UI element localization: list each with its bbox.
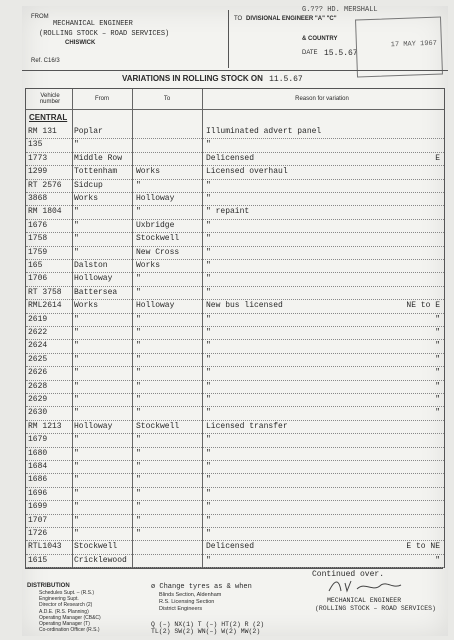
distribution-item: Operating Manager (T) (39, 621, 90, 627)
to-value: " (136, 368, 141, 378)
from-value: Stockwell (74, 542, 118, 552)
distribution-item: Co-ordination Officer (R.S.) (39, 627, 100, 634)
from-value: Works (74, 194, 99, 203)
from-block (25, 10, 229, 68)
distribution-item: Schedules Supt. – (R.S.) (39, 590, 95, 596)
table-row (26, 165, 444, 179)
reason-value: Delicensed (206, 542, 255, 552)
to-value: " (136, 354, 141, 364)
from-value: " (74, 448, 79, 458)
table-row (26, 138, 444, 152)
vehicle-number: 135 (28, 140, 43, 150)
vehicle-number: 1758 (28, 234, 48, 244)
reason-value: " (206, 368, 211, 378)
table-row (26, 527, 444, 541)
code-line-1: Q (–) NX(1) T (–) HT(2) R (2) (151, 621, 265, 628)
reason-value: " (206, 529, 211, 538)
reason-value: " (206, 475, 211, 485)
from-value: " (74, 314, 79, 324)
vehicle-number: 3868 (28, 194, 48, 203)
vehicle-number: 2626 (28, 368, 48, 378)
vehicle-number: RT 3758 (28, 287, 62, 297)
table-row (26, 433, 444, 447)
secondary-distribution-item: District Engineers (159, 606, 203, 612)
header-divider (22, 70, 448, 71)
to-value: " (136, 502, 141, 512)
table-row (26, 313, 444, 327)
column-header-to: To (163, 96, 171, 102)
column-header-vehicle: Vehicle number (39, 93, 61, 105)
distribution-item: Director of Research (2) (39, 602, 93, 609)
from-value: " (74, 234, 79, 244)
table-row (26, 380, 444, 394)
from-value: " (74, 502, 79, 512)
category-change: NE to E (406, 301, 440, 311)
table-row (26, 406, 444, 420)
reason-value: " (206, 448, 211, 458)
vehicle-number: 2628 (28, 381, 48, 391)
vehicle-number: 2625 (28, 354, 48, 364)
document-sheet (22, 6, 448, 636)
page-title-text: VARIATIONS IN ROLLING STOCK ON (122, 74, 263, 83)
from-line-1: MECHANICAL ENGINEER (53, 20, 133, 28)
reason-value: " (206, 140, 211, 150)
vehicle-number: 1686 (28, 475, 48, 485)
to-value: " (136, 341, 141, 351)
column-header-reason: Reason for variation (295, 96, 349, 102)
reason-value: " (206, 341, 211, 351)
vehicle-number: 2624 (28, 341, 48, 351)
vehicle-number: RM 131 (28, 127, 57, 136)
to-value: " (136, 462, 141, 471)
reason-value: " (206, 247, 211, 257)
from-value: Holloway (74, 274, 113, 284)
from-value: Middle Row (74, 153, 123, 163)
reason-value: " (206, 408, 211, 418)
vehicle-number: 1726 (28, 529, 48, 538)
to-value: " (136, 395, 141, 404)
table-row (26, 353, 444, 367)
table-row (26, 299, 444, 313)
to-value: Uxbridge (136, 220, 175, 230)
to-value: " (136, 448, 141, 458)
from-value: " (74, 515, 79, 525)
table-row (26, 205, 444, 219)
from-value: " (74, 368, 79, 378)
from-value: " (74, 395, 79, 404)
category-change: " (435, 555, 440, 565)
reason-value: Delicensed (206, 153, 255, 163)
from-value: Works (74, 301, 99, 311)
to-value: " (136, 408, 141, 418)
category-change: " (435, 395, 440, 404)
vehicle-number: 1679 (28, 435, 48, 445)
from-label: FROM (31, 14, 49, 20)
category-change: " (435, 368, 440, 378)
from-line-2: (ROLLING STOCK – ROAD SERVICES) (39, 30, 170, 38)
tyre-note: ø Change tyres as & when (151, 583, 252, 591)
from-value: " (74, 341, 79, 351)
to-value: " (136, 515, 141, 525)
reason-value: " (206, 354, 211, 364)
vehicle-number: 1615 (28, 555, 48, 565)
category-change: E (435, 153, 440, 163)
to-value: " (136, 529, 141, 538)
category-change: E to NE (406, 542, 440, 552)
reason-value: " (206, 274, 211, 284)
to-value: " (136, 475, 141, 485)
vehicle-number: 1696 (28, 488, 48, 498)
table-row (26, 179, 444, 193)
section-label: CENTRAL (29, 113, 68, 122)
table-row (26, 366, 444, 380)
vehicle-number: 2630 (28, 408, 48, 418)
reference: Ref. C16/3 (31, 58, 60, 64)
vehicle-number: RM 1804 (28, 207, 62, 217)
from-value: " (74, 488, 79, 498)
reason-value: " (206, 462, 211, 471)
reason-value: " (206, 555, 211, 565)
to-value: " (136, 314, 141, 324)
from-value: " (74, 328, 79, 337)
table-row (26, 286, 444, 300)
reason-value: New bus licensed (206, 301, 283, 311)
vehicle-number: 165 (28, 261, 43, 270)
from-value: Poplar (74, 127, 103, 136)
from-value: Tottenham (74, 167, 118, 177)
table-row (26, 326, 444, 340)
to-value: Works (136, 167, 161, 177)
table-row (26, 500, 444, 514)
table-row (26, 259, 444, 273)
from-value: " (74, 435, 79, 445)
reason-value: " (206, 261, 211, 270)
table-row (26, 473, 444, 487)
signature-title-2: (ROLLING STOCK – ROAD SERVICES) (315, 605, 436, 612)
reason-value: " (206, 328, 211, 337)
to-value: " (136, 488, 141, 498)
from-value: " (74, 381, 79, 391)
from-value: Holloway (74, 421, 113, 431)
reason-value: " (206, 515, 211, 525)
table-row (26, 152, 444, 166)
from-value: Cricklewood (74, 555, 127, 565)
to-value: " (136, 274, 141, 284)
distribution-item: Operating Manager (CB&C) (39, 614, 101, 621)
to-value: Works (136, 261, 161, 270)
received-stamp (355, 17, 443, 78)
reason-value: " (206, 502, 211, 512)
to-value: " (136, 180, 141, 190)
reason-value: Licensed transfer (206, 421, 288, 431)
from-value: " (74, 247, 79, 257)
to-value: Holloway (136, 301, 175, 311)
reason-value: Illuminated advert panel (206, 127, 322, 136)
reason-value: " (206, 395, 211, 404)
reason-value: " (206, 220, 211, 230)
continued-note: Continued over. (312, 570, 385, 579)
category-change: " (435, 354, 440, 364)
reason-value: " (206, 488, 211, 498)
distribution-item: A.D.E. (R.S. Planning) (39, 608, 89, 615)
signature (325, 577, 405, 595)
table-row (26, 192, 444, 206)
reason-value: " (206, 287, 211, 297)
reason-value: " (206, 381, 211, 391)
vehicle-number: 1699 (28, 502, 48, 512)
vehicle-number: 1773 (28, 153, 48, 163)
from-value: " (74, 207, 79, 217)
from-value: Sidcup (74, 180, 103, 190)
reason-value: " (206, 180, 211, 190)
to-line-2: & COUNTRY (302, 36, 338, 42)
table-row (26, 540, 444, 554)
vehicle-number: 1684 (28, 462, 48, 471)
from-value: " (74, 529, 79, 538)
to-line-1: DIVISIONAL ENGINEER "A" "C" (246, 16, 337, 22)
table-row (26, 487, 444, 501)
date-label: DATE (302, 50, 318, 56)
vehicle-number: 1759 (28, 247, 48, 257)
table-row (26, 125, 444, 139)
vehicle-number: RML2614 (28, 301, 62, 311)
reason-value: " (206, 314, 211, 324)
to-label: TO (234, 16, 243, 22)
vehicle-number: RT 2576 (28, 180, 62, 190)
code-line-2: TL(2) SW(2) WN(–) W(2) MW(2) (151, 628, 261, 635)
to-value: " (136, 207, 141, 217)
secondary-distribution-item: R.S. Licensing Section (159, 599, 215, 605)
to-value: Stockwell (136, 234, 180, 244)
reason-value: Licensed overhaul (206, 167, 288, 177)
vehicle-number: 1707 (28, 515, 48, 525)
from-value: " (74, 140, 79, 150)
header-row-divider (26, 109, 444, 110)
distribution-item: Engineering Supt. (39, 596, 79, 603)
distribution-label: DISTRIBUTION (27, 583, 70, 589)
signature-title-1: MECHANICAL ENGINEER (327, 597, 402, 604)
table-row (26, 514, 444, 528)
reason-value: " (206, 194, 211, 203)
page-title (122, 74, 303, 84)
reason-value: " repaint (206, 207, 250, 217)
from-line-3: CHISWICK (65, 40, 96, 46)
reason-value: " (206, 435, 211, 445)
from-value: " (74, 462, 79, 471)
from-value: Battersea (74, 287, 118, 297)
vehicle-number: RTL1043 (28, 542, 62, 552)
vehicle-number: 1299 (28, 167, 48, 177)
to-value: " (136, 328, 141, 337)
category-change: " (435, 328, 440, 337)
handwritten-note: G.??? HD. MERSHALL (302, 6, 378, 14)
vehicle-number: RM 1213 (28, 421, 62, 431)
to-value: " (136, 287, 141, 297)
table-row (26, 393, 444, 407)
to-value: " (136, 381, 141, 391)
from-value: " (74, 475, 79, 485)
to-value: Holloway (136, 194, 175, 203)
from-value: Dalston (74, 261, 108, 270)
variations-table (25, 88, 445, 568)
footer (25, 568, 443, 635)
table-row (26, 246, 444, 260)
vehicle-number: 2629 (28, 395, 48, 404)
vehicle-number: 1680 (28, 448, 48, 458)
category-change: " (435, 381, 440, 391)
table-row (26, 219, 444, 233)
from-value: " (74, 220, 79, 230)
category-change: " (435, 341, 440, 351)
secondary-distribution-item: Blinds Section, Aldenham (159, 592, 222, 598)
table-row (26, 272, 444, 286)
table-row (26, 339, 444, 353)
reason-value: " (206, 234, 211, 244)
vehicle-number: 2622 (28, 328, 48, 337)
to-value: " (136, 435, 141, 445)
from-value: " (74, 408, 79, 418)
page-title-date: 11.5.67 (269, 75, 303, 84)
stamp-date: 17 MAY 1967 (390, 39, 438, 50)
table-row (26, 447, 444, 461)
date-value: 15.5.67 (324, 49, 358, 58)
table-row (26, 460, 444, 474)
vehicle-number: 1706 (28, 274, 48, 284)
table-row (26, 420, 444, 434)
to-value: Stockwell (136, 421, 180, 431)
vehicle-number: 2619 (28, 314, 48, 324)
from-value: " (74, 354, 79, 364)
category-change: " (435, 314, 440, 324)
category-change: " (435, 408, 440, 418)
table-row (26, 232, 444, 246)
column-header-from: From (95, 96, 109, 102)
table-row (26, 554, 444, 568)
to-value: New Cross (136, 247, 180, 257)
vehicle-number: 1676 (28, 220, 48, 230)
